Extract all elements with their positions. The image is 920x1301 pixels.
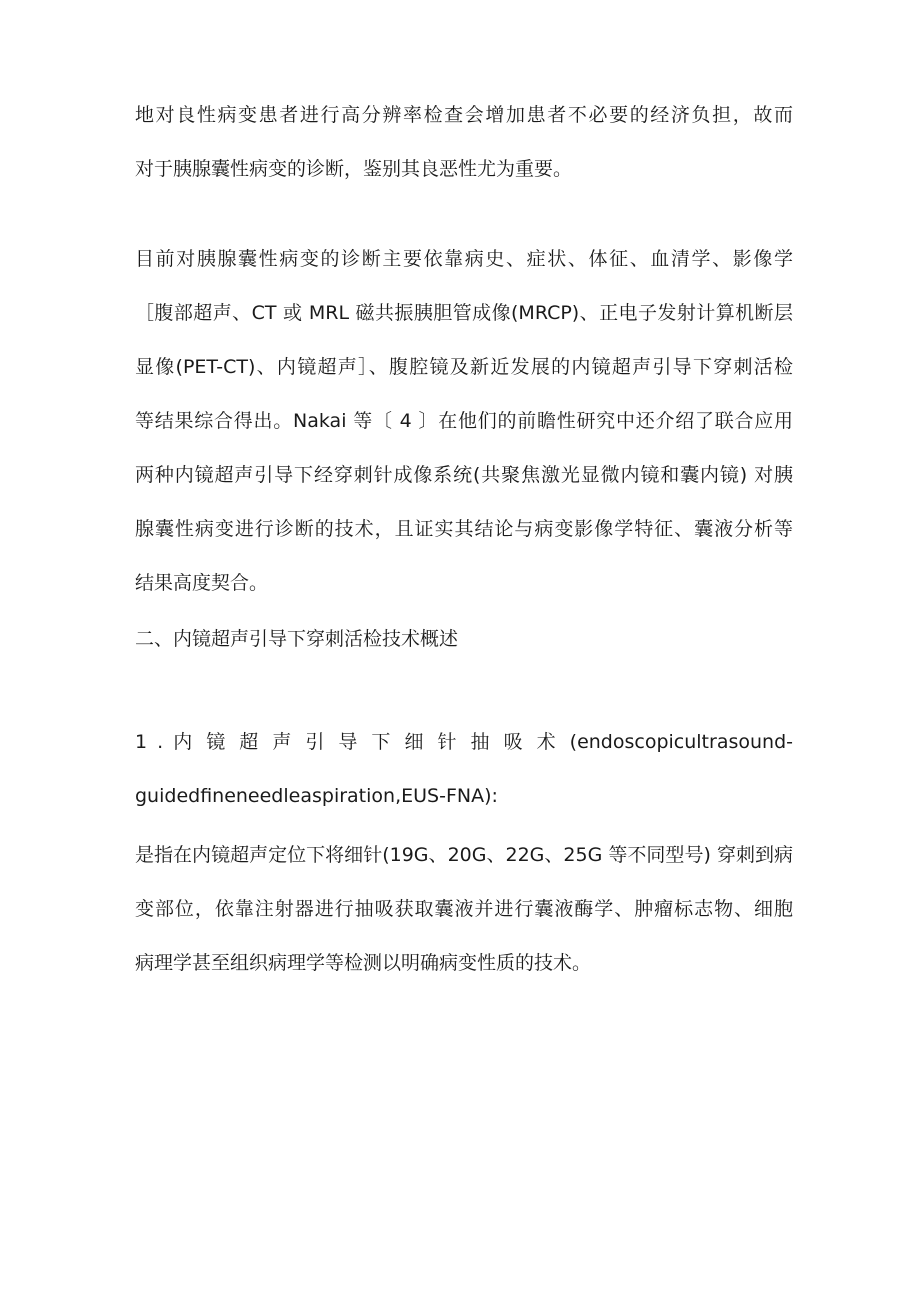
section-heading — [135, 612, 793, 666]
paragraph-2 — [135, 232, 793, 610]
paragraph-line: 结果高度契合。 — [135, 572, 269, 594]
paragraph-line: ［腹部超声、CT 或 MRL 磁共振胰胆管成像(MRCP)、正电子发射计算机断层 — [135, 302, 793, 324]
paragraph-line: 地对良性病变患者进行高分辨率检查会增加患者不必要的经济负担，故而 — [135, 104, 793, 126]
paragraph-line: 病理学甚至组织病理学等检测以明确病变性质的技术。 — [135, 952, 592, 974]
paragraph-line: 对于胰腺囊性病变的诊断，鉴别其良恶性尤为重要。 — [135, 158, 573, 180]
paragraph-3 — [135, 828, 793, 990]
section-heading-text: 二、内镜超声引导下穿刺活检技术概述 — [135, 628, 459, 650]
paragraph-line: 腺囊性病变进行诊断的技术，且证实其结论与病变影像学特征、囊液分析等 — [135, 518, 793, 540]
subsection-title — [135, 715, 793, 823]
paragraph-line: 两种内镜超声引导下经穿刺针成像系统(共聚焦激光显微内镜和囊内镜) 对胰 — [135, 464, 793, 486]
subsection-title-line: guidedfineneedleaspiration,EUS-FNA): — [135, 785, 498, 807]
paragraph-line: 是指在内镜超声定位下将细针(19G、20G、22G、25G 等不同型号) 穿刺到病 — [135, 844, 793, 866]
paragraph-line: 显像(PET-CT)、内镜超声］、腹腔镜及新近发展的内镜超声引导下穿刺活检 — [135, 356, 793, 378]
paragraph-line: 变部位，依靠注射器进行抽吸获取囊液并进行囊液酶学、肿瘤标志物、细胞 — [135, 898, 793, 920]
paragraph-line: 目前对胰腺囊性病变的诊断主要依靠病史、症状、体征、血清学、影像学 — [135, 248, 793, 270]
paragraph-line: 等结果综合得出。Nakai 等〔 4 〕在他们的前瞻性研究中还介绍了联合应用 — [135, 410, 793, 432]
subsection-title-line: 1 . 内 镜 超 声 引 导 下 细 针 抽 吸 术 (endoscopicultrasound- — [135, 731, 793, 753]
paragraph-1 — [135, 88, 793, 196]
